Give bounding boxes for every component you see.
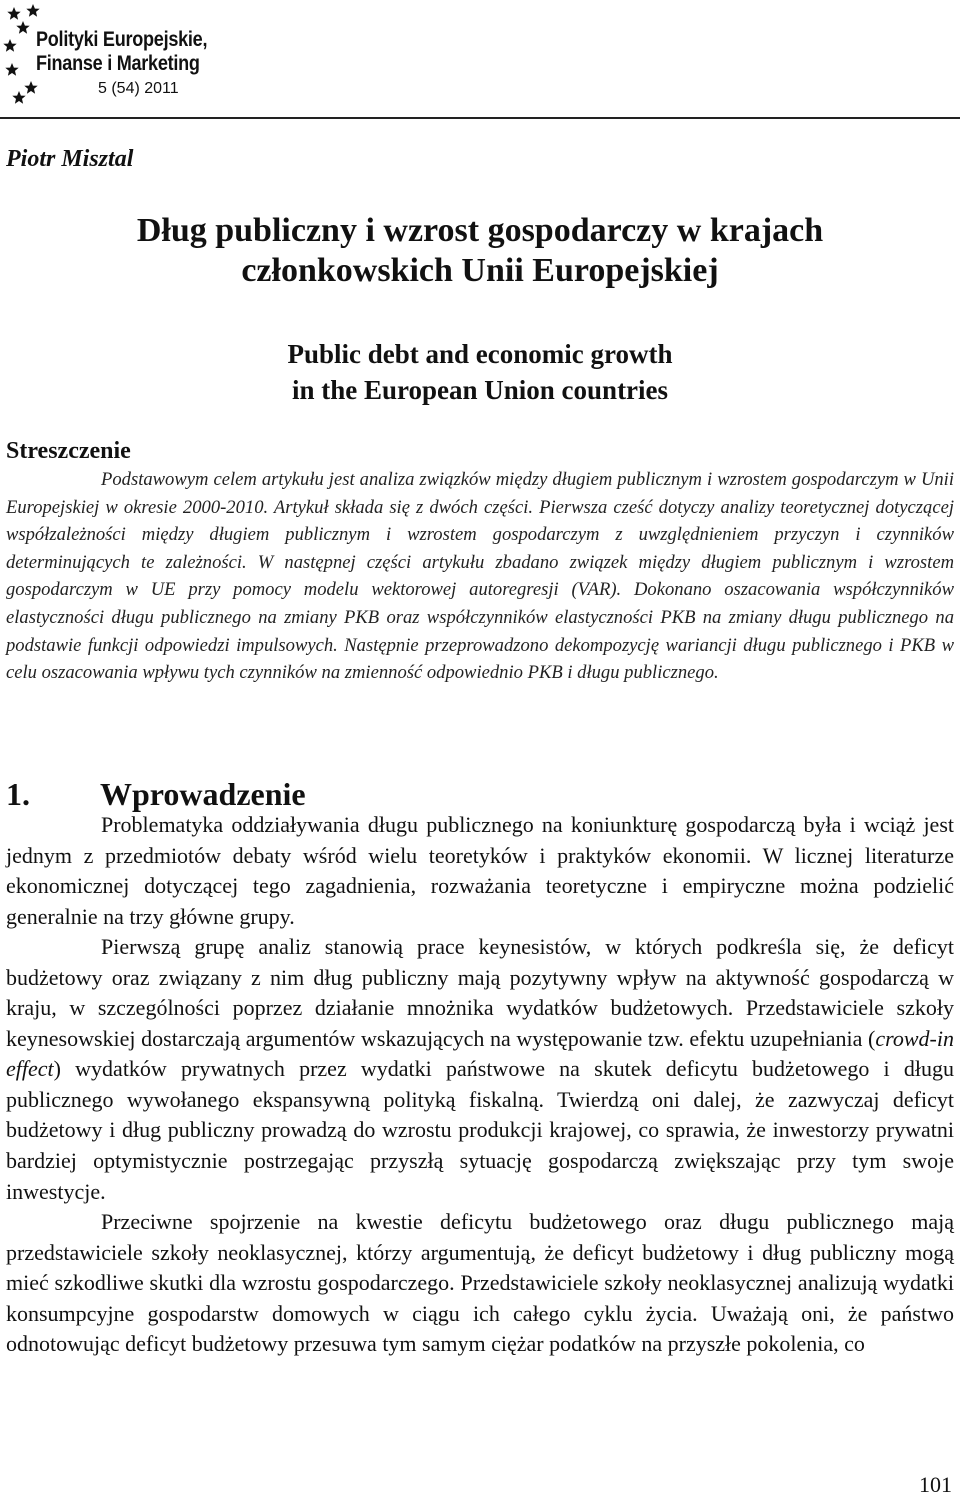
journal-issue: 5 (54) 2011 <box>98 80 179 97</box>
journal-name <box>36 28 207 76</box>
header-divider <box>0 117 960 119</box>
journal-name-line1: Polityki Europejskie, <box>36 28 208 51</box>
paragraph-2 <box>6 932 954 1207</box>
section-number: 1. <box>6 776 30 812</box>
paragraph-3: Przeciwne spojrzenie na kwestie deficytu budżetowego oraz długu publicznego mają przedstawiciele szkoły neoklasycznej, którzy argumentują, że deficyt budżetowy i dług publiczny mogą mieć szkodliwe skutki dla wzrostu gospodarczego. Przedstawiciele szkoły neoklasycznej analizują wydatki konsumpcyjne gospodarstw domowych w ciągu ich całego cyklu życia. Uważają oni, że państwo odnotowując deficyt budżetowy przesuwa tym samym ciężar podatków na przyszłe pokolenia, co <box>6 1209 954 1357</box>
title-english-line2: in the European Union countries <box>291 375 669 405</box>
author-name: Piotr Misztal <box>6 146 134 172</box>
paragraph-2-emphasis: crowd-in effect <box>6 1025 954 1082</box>
section-heading <box>6 776 306 813</box>
paragraph-2-part-1: Pierwszą grupę analiz stanowią prace keynesistów, w których podkreśla się, że deficyt budżetowy oraz związany z nim dług publiczny mają pozytywny wpływ na aktywność gospodarczą w kraju, w szczególności poprzez działanie mnożnika wydatków budżetowych. Przedstawiciele szkoły keynesowskiej dostarczają argumentów wskazujących na występowanie tzw. efektu uzupełniania ( <box>6 934 954 1051</box>
abstract-heading: Streszczenie <box>6 438 131 464</box>
abstract-text: Podstawowym celem artykułu jest analiza związków między długiem publicznym i wzrostem gospodarczym w Unii Europejskiej w okresie 2000-2010. Artykuł składa się z dwóch części. Pierwsza cześć dotyczy analizy teoretycznej dotyczącej współzależności między długiem publicznym i wzrostem gospodarczym z uwzględnieniem przyczyn i czynników determinujących te zależności. W następnej części artykułu zbadano związek między długiem publicznym i wzrostem gospodarczym w UE przy pomocy modelu wektorowej autoregresji (VAR). Dokonano oszacowania współczynników elastyczności długu publicznego na zmiany PKB oraz współczynników elastyczności PKB na zmiany długu publicznego na podstawie funkcji odpowiedzi impulsowych. Następnie przeprowadzono dekompozycję wariancji długu publicznego i PKB w celu oszacowania wpływu tych czynników na zmienność odpowiednio PKB i długu publicznego. <box>6 469 954 684</box>
body-text <box>6 810 954 1360</box>
title-english-line1: Public debt and economic growth <box>287 339 673 369</box>
title-polish-line2: członkowskich Unii Europejskiej <box>241 252 719 289</box>
page-number: 101 <box>919 1472 952 1497</box>
journal-logo <box>0 0 220 110</box>
title-polish-line1: Dług publiczny i wzrost gospodarczy w krajach <box>136 212 824 249</box>
journal-name-line2: Finanse i Marketing <box>36 52 200 75</box>
paragraph-1: Problematyka oddziaływania długu publicznego na koniunkturę gospodarczą była i wciąż jest jednym z przedmiotów debaty wśród wielu teoretyków i praktyków ekonomii. W licznej literaturze ekonomicznej dotyczącej tego zagadnienia, rozważania teoretyczne i empiryczne można podzielić generalnie na trzy główne grupy. <box>6 812 954 929</box>
paragraph-2-part-2: ) wydatków prywatnych przez wydatki państwowe na skutek deficytu budżetowego i długu publicznego wywołanego ekspansywną polityką fiskalną. Twierdzą oni dalej, że zazwyczaj deficyt budżetowy i dług publiczny prowadzą do wzrostu produkcji krajowej, co sprawia, że inwestorzy prywatni bardziej optymistycznie postrzegając przyszłą sytuację gospodarczą zwiększając przy tym swoje inwestycje. <box>6 1056 954 1204</box>
section-title: Wprowadzenie <box>100 776 306 812</box>
